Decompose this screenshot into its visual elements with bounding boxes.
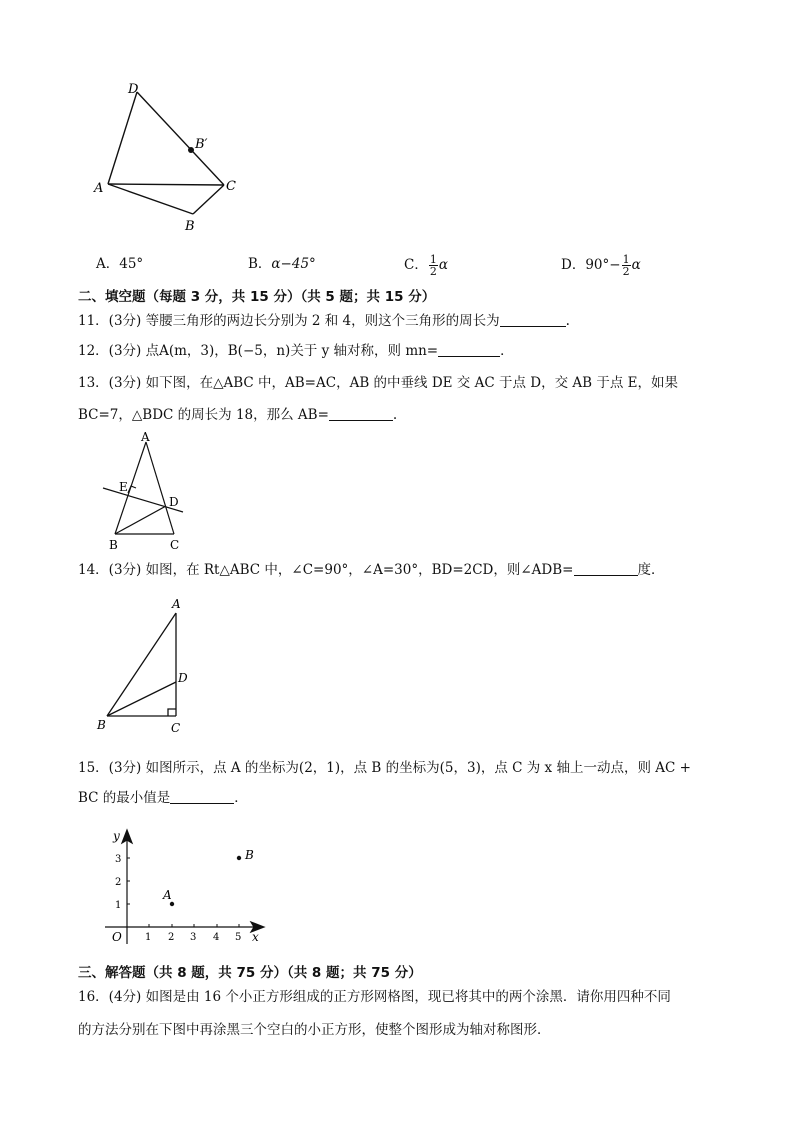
label-b: B <box>185 219 195 234</box>
option-b-expr: α−45° <box>271 256 316 272</box>
option-b <box>248 254 316 274</box>
x-tick-label: 5 <box>235 932 242 943</box>
point-a <box>170 902 174 906</box>
question-15-end: ． <box>234 790 248 806</box>
origin-label: O <box>112 930 122 944</box>
segment-bc <box>193 185 224 214</box>
segment-ab <box>107 613 176 716</box>
label-a: A <box>141 430 150 444</box>
y-tick-label: 3 <box>115 854 122 865</box>
option-c-numerator: 1 <box>429 253 437 266</box>
answer-blank-14[interactable] <box>574 561 638 576</box>
option-c-var: α <box>438 257 448 273</box>
question-13-line-1: 13．(3分) 如下图，在△ABC 中，AB=AC，AB 的中垂线 DE 交 AC 于点 D，交 AB 于点 E，如果 <box>78 375 678 391</box>
x-axis-label: x <box>252 930 259 944</box>
segment-ac <box>146 442 174 534</box>
label-b-prime: B′ <box>195 137 208 152</box>
question-16-line-2: 的方法分别在下图中再涂黑三个空白的小正方形，使整个图形成为轴对称图形． <box>78 1022 551 1038</box>
question-12 <box>78 341 514 361</box>
question-15-text: BC 的最小值是 <box>78 790 171 806</box>
label-b: B <box>97 718 106 732</box>
answer-blank-12[interactable] <box>438 342 500 357</box>
question-14-end: 度． <box>637 562 665 578</box>
point-b-prime <box>188 147 194 153</box>
option-d-var: α <box>631 257 641 273</box>
answer-blank-13[interactable] <box>329 406 393 421</box>
question-15-line-1: 15．(3分) 如图所示，点 A 的坐标为(2，1)，点 B 的坐标为(5，3)，点 C 为 x 轴上一动点，则 AC + <box>78 760 691 776</box>
segment-bd <box>107 682 176 716</box>
question-11 <box>78 311 570 331</box>
x-tick-label: 2 <box>168 932 175 943</box>
segment-dc <box>137 92 224 185</box>
option-b-prefix: B． <box>248 256 272 272</box>
label-d: D <box>128 82 139 97</box>
x-tick-label: 3 <box>190 932 197 943</box>
point-a-label: A <box>163 888 172 902</box>
label-b: B <box>109 538 118 552</box>
x-tick-label: 1 <box>145 932 152 943</box>
point-b-label: B <box>245 848 254 862</box>
option-c-fraction <box>429 254 438 277</box>
q10-figure <box>85 80 255 240</box>
option-c-denominator: 2 <box>429 265 437 278</box>
q13-figure <box>98 428 198 554</box>
question-13-line-2 <box>78 405 397 425</box>
section-2-title: 二、填空题（每题 3 分，共 15 分）（共 5 题；共 15 分） <box>78 289 436 305</box>
option-d-denominator: 2 <box>622 265 630 278</box>
x-tick-label: 4 <box>213 932 220 943</box>
label-c: C <box>171 721 181 735</box>
option-d-fraction <box>622 254 631 277</box>
question-11-end: . <box>565 313 570 329</box>
label-c: C <box>226 179 236 194</box>
option-c <box>404 254 448 277</box>
question-16-line-1: 16．(4分) 如图是由 16 个小正方形组成的正方形网格图，现已将其中的两个涂黑．请你用四种不同 <box>78 989 671 1005</box>
q15-coordinate-figure <box>100 826 270 950</box>
label-a: A <box>172 597 181 611</box>
question-14-text: 14．(3分) 如图，在 Rt△ABC 中，∠C=90°，∠A=30°，BD=2CD，则∠ADB= <box>78 562 574 578</box>
y-tick-label: 1 <box>115 900 122 911</box>
section-3-title: 三、解答题（共 8 题，共 75 分）（共 8 题；共 75 分） <box>78 965 422 981</box>
label-e: E <box>119 480 128 494</box>
label-d: D <box>169 495 179 509</box>
point-b <box>237 856 241 860</box>
question-15-line-2 <box>78 788 248 808</box>
option-d-numerator: 1 <box>622 253 630 266</box>
option-d <box>561 254 641 277</box>
segment-ab <box>108 184 193 214</box>
label-c: C <box>170 538 180 552</box>
question-12-end: ． <box>500 343 514 359</box>
segment-da <box>108 92 137 184</box>
answer-blank-15[interactable] <box>170 789 234 804</box>
question-12-text: 12．(3分) 点A(m，3)，B(−5，n)关于 y 轴对称，则 mn= <box>78 343 439 359</box>
option-d-prefix: D．90°− <box>561 257 621 273</box>
option-a: A．45° <box>96 256 144 272</box>
question-13-end: . <box>392 407 398 423</box>
q14-figure <box>92 595 202 740</box>
right-angle-mark <box>168 709 176 716</box>
label-a: A <box>94 181 104 196</box>
question-11-text: 11．(3分) 等腰三角形的两边长分别为 2 和 4，则这个三角形的周长为 <box>78 313 500 329</box>
answer-blank-11[interactable] <box>500 312 566 327</box>
question-13-text: BC=7，△BDC 的周长为 18，那么 AB= <box>78 407 329 423</box>
label-d: D <box>178 671 188 685</box>
option-c-prefix: C． <box>404 257 428 273</box>
question-14 <box>78 560 665 580</box>
segment-ac <box>108 184 224 185</box>
y-axis-label: y <box>113 829 120 843</box>
y-tick-label: 2 <box>115 877 122 888</box>
